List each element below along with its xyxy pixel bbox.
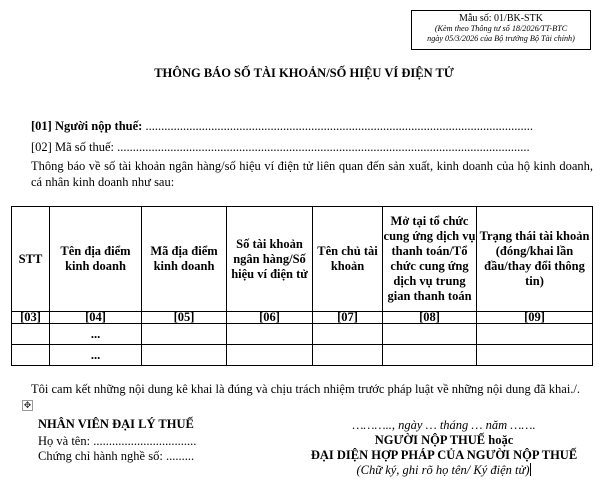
code-cell: [05]: [142, 312, 227, 324]
table-cell[interactable]: [12, 345, 50, 366]
table-cell[interactable]: [227, 345, 313, 366]
code-cell: [06]: [227, 312, 313, 324]
code-cell: [09]: [477, 312, 593, 324]
table-cell[interactable]: [383, 345, 477, 366]
intro-paragraph: Thông báo về số tài khoản ngân hàng/số hiệu ví điện tử liên quan đến sản xuất, kinh doanh của hộ kinh doanh, cá nhân kinh doanh như sau:: [31, 159, 593, 189]
signer-role-2: ĐẠI DIỆN HỢP PHÁP CỦA NGƯỜI NỘP THUẾ: [310, 448, 578, 462]
text-cursor: [530, 463, 531, 476]
tax-agent-block: [38, 417, 196, 464]
code-cell: [04]: [50, 312, 142, 324]
signature-note: (Chữ ký, ghi rõ họ tên/ Ký điện tử): [356, 463, 530, 477]
taxpayer-value[interactable]: ............................................................................................................................: [145, 119, 533, 133]
form-reference-line2: ngày 05/3/2026 của Bộ trưởng Bộ Tài chính): [427, 34, 575, 43]
table-cell[interactable]: ...: [50, 324, 142, 345]
agent-heading: NHÂN VIÊN ĐẠI LÝ THUẾ: [38, 417, 194, 431]
header-account-holder: Tên chủ tài khoản: [313, 207, 383, 312]
table-cell[interactable]: [477, 324, 593, 345]
signer-role-1: NGƯỜI NỘP THUẾ hoặc: [374, 433, 514, 447]
code-cell: [08]: [383, 312, 477, 324]
agent-name[interactable]: Họ và tên: .................................: [38, 434, 197, 448]
commitment-paragraph: Tôi cam kết những nội dung kê khai là đúng và chịu trách nhiệm trước pháp luật về những nội dung đã khai./.: [31, 382, 581, 396]
header-location-code: Mã địa điểm kinh doanh: [142, 207, 227, 312]
account-table: [11, 206, 593, 366]
table-row[interactable]: [12, 324, 593, 345]
signer-block: [290, 418, 598, 478]
taxcode-label: [02] Mã số thuế:: [31, 140, 114, 154]
table-header-row: [12, 207, 593, 312]
table-cell[interactable]: [477, 345, 593, 366]
taxcode-field[interactable]: [31, 140, 530, 155]
code-cell: [03]: [12, 312, 50, 324]
header-status: Trạng thái tài khoản (đóng/khai lần đầu/thay đổi thông tin): [477, 207, 593, 312]
table-cell[interactable]: [142, 324, 227, 345]
table-cell[interactable]: [12, 324, 50, 345]
header-account-number: Số tài khoản ngân hàng/Số hiệu ví điện tử: [227, 207, 313, 312]
table-row[interactable]: [12, 345, 593, 366]
table-cell[interactable]: [313, 324, 383, 345]
table-cell[interactable]: ...: [50, 345, 142, 366]
taxpayer-label: [01] Người nộp thuế:: [31, 119, 143, 133]
table-cell[interactable]: [383, 324, 477, 345]
table-cell[interactable]: [142, 345, 227, 366]
taxpayer-field[interactable]: [31, 119, 533, 134]
signing-date[interactable]: ……….., ngày … tháng … năm …….: [352, 418, 536, 432]
table-cell[interactable]: [313, 345, 383, 366]
form-reference-line1: (Kèm theo Thông tư số 18/2026/TT-BTC: [434, 24, 568, 33]
taxcode-value[interactable]: ....................................................................................................................................: [117, 140, 530, 154]
form-code: Mẫu số: 01/BK-STK: [459, 13, 543, 24]
code-cell: [07]: [313, 312, 383, 324]
move-handle-icon[interactable]: ✥: [23, 400, 32, 410]
header-provider: Mở tại tổ chức cung ứng dịch vụ thanh toán/Tổ chức cung ứng dịch vụ trung gian thanh toán: [383, 207, 477, 312]
table-code-row: [12, 312, 593, 324]
header-stt: STT: [12, 207, 50, 312]
table-cell[interactable]: [227, 324, 313, 345]
document-title: THÔNG BÁO SỐ TÀI KHOẢN/SỐ HIỆU VÍ ĐIỆN TỬ: [154, 66, 454, 80]
agent-certificate[interactable]: Chứng chỉ hành nghề số: .........: [38, 449, 195, 463]
form-code-box: [411, 10, 591, 50]
header-location-name: Tên địa điểm kinh doanh: [50, 207, 142, 312]
